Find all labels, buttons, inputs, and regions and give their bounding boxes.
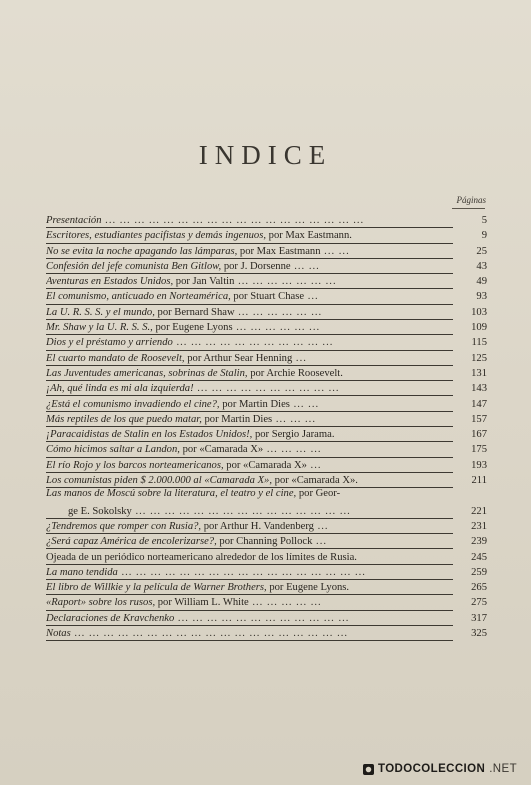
toc-entry-title xyxy=(46,552,453,565)
toc-entry-title-italic: Mr. Shaw y la U. R. S. S., xyxy=(46,322,153,334)
toc-entry-leader: ... xyxy=(306,459,322,471)
toc-entry-title xyxy=(46,475,453,488)
header-rule xyxy=(452,208,485,209)
toc-entry-leader: ... ... ... ... ... ... ... ... ... ... xyxy=(193,383,340,395)
toc-entry-title-italic: La mano tendida xyxy=(46,566,118,578)
toc-entry-author: por William L. White xyxy=(155,597,249,609)
toc-entry-title-italic: ¡Paracaidistas de Stalin en los Estados Unidos!, xyxy=(46,429,253,441)
toc-entry-page: 231 xyxy=(471,520,487,532)
toc-entry-page: 317 xyxy=(471,612,487,624)
toc-entry-page: 43 xyxy=(476,260,487,272)
toc-entry-title-italic: Las Juventudes americanas, sobrinas de Stalin, xyxy=(46,367,248,379)
toc-entry-author: por Archie Roosevelt. xyxy=(247,367,343,379)
table-of-contents xyxy=(46,213,487,641)
toc-entry xyxy=(46,473,487,488)
toc-entry-title xyxy=(46,368,453,381)
toc-entry-title xyxy=(46,337,453,350)
toc-entry-leader: ... ... ... ... ... ... ... ... ... ... ... ... xyxy=(174,612,350,624)
toc-entry-leader: ... ... ... ... ... ... xyxy=(234,306,323,318)
toc-entry-title xyxy=(46,488,453,500)
toc-entry xyxy=(46,595,487,610)
toc-entry-title-italic: ¿Tendremos que romper con Rusia?, xyxy=(46,520,202,532)
toc-entry-title xyxy=(46,399,453,412)
toc-entry-title xyxy=(46,276,453,289)
toc-entry xyxy=(46,534,487,549)
toc-entry-page: 221 xyxy=(471,505,487,517)
toc-entry-title xyxy=(46,230,453,243)
toc-entry xyxy=(46,320,487,335)
toc-entry-page: 245 xyxy=(471,551,487,563)
toc-entry xyxy=(46,228,487,243)
toc-entry-page: 115 xyxy=(471,337,487,349)
toc-entry-leader: ... xyxy=(304,291,319,303)
toc-entry-title xyxy=(46,414,453,427)
watermark xyxy=(363,763,517,775)
toc-entry-leader: ... ... ... ... ... ... ... ... ... ... ... ... ... ... ... xyxy=(131,505,351,517)
toc-entry xyxy=(46,504,487,519)
toc-entry-title-italic: Declaraciones de Kravchenko xyxy=(46,612,175,624)
toc-entry xyxy=(46,381,487,396)
toc-entry-title-italic: Notas xyxy=(46,628,71,640)
toc-entry-title xyxy=(46,429,453,442)
toc-entry-author: por Sergio Jarama. xyxy=(252,429,335,441)
toc-entry-title xyxy=(46,521,453,534)
toc-entry-author: por Stuart Chase xyxy=(230,291,305,303)
toc-entry-title-italic: Los comunistas piden $ 2.000.000 al «Camarada X», xyxy=(46,475,273,487)
toc-entry-page: 131 xyxy=(471,367,487,379)
toc-entry xyxy=(46,335,487,350)
pages-column-header: Páginas xyxy=(456,195,486,205)
toc-entry xyxy=(46,397,487,412)
toc-entry-page: 259 xyxy=(471,566,487,578)
toc-entry-title-italic: ¿Está el comunismo invadiendo el cine?, xyxy=(46,398,220,410)
toc-entry-page: 5 xyxy=(481,215,487,226)
toc-entry-title-italic: El río Rojo y los barcos norteamericanos, xyxy=(46,459,224,471)
toc-entry-author: por J. Dorsenne xyxy=(221,260,291,272)
toc-entry-title xyxy=(46,444,453,457)
toc-entry-leader: ... ... xyxy=(289,398,320,410)
toc-entry-author: por Eugene Lyons xyxy=(152,322,233,334)
toc-entry-leader: ... ... ... ... ... ... ... ... ... ... ... ... ... ... ... ... ... xyxy=(117,566,366,578)
toc-entry xyxy=(46,289,487,304)
toc-entry xyxy=(46,550,487,565)
toc-entry-title xyxy=(46,353,453,366)
toc-entry-author: por Channing Pollock xyxy=(216,536,313,548)
toc-entry-author: por Martin Dies xyxy=(219,398,290,410)
toc-entry-title-italic: El comunismo, anticuado en Norteamérica, xyxy=(46,291,231,303)
toc-entry-page: 125 xyxy=(471,352,487,364)
toc-entry-leader: ... ... ... ... ... ... ... ... ... ... ... ... ... ... ... ... ... ... xyxy=(101,215,365,226)
toc-entry-page: 275 xyxy=(471,597,487,609)
toc-entry-page: 325 xyxy=(471,628,487,640)
toc-entry-leader: ... ... ... ... ... ... ... xyxy=(234,276,337,288)
toc-entry-title xyxy=(46,628,453,641)
toc-entry-title xyxy=(46,597,453,610)
toc-entry-title xyxy=(46,291,453,304)
toc-entry-page: 49 xyxy=(476,276,487,288)
toc-entry xyxy=(46,427,487,442)
toc-entry-page: 93 xyxy=(476,291,487,303)
toc-entry-page: 147 xyxy=(471,398,487,410)
toc-entry-title xyxy=(46,383,453,396)
toc-entry xyxy=(46,366,487,381)
page-title: INDICE xyxy=(198,140,333,170)
toc-entry-title-italic: La U. R. S. S. y el mundo, xyxy=(46,306,155,318)
watermark-name: TODOCOLECCION xyxy=(377,763,486,775)
toc-entry-title xyxy=(46,582,453,595)
toc-entry-title-italic: «Raport» sobre los rusos, xyxy=(46,597,156,609)
toc-entry-page: 143 xyxy=(471,383,487,395)
toc-entry-title-italic: ¡Ah, qué linda es mi ala izquierda! xyxy=(46,383,194,395)
toc-entry-title-italic: Presentación xyxy=(46,215,102,226)
toc-entry-author: por «Camarada X» xyxy=(179,444,264,456)
toc-entry-title-italic: Escritores, estudiantes pacifistas y demás ingenuos, xyxy=(46,230,266,242)
toc-entry-title-italic: Cómo hicimos saltar a Landon, xyxy=(46,444,180,456)
toc-entry-page: 25 xyxy=(476,245,487,257)
toc-entry-leader: ... xyxy=(313,520,329,532)
toc-entry xyxy=(46,458,487,473)
toc-entry xyxy=(46,412,487,427)
watermark-tld: .NET xyxy=(489,763,517,775)
toc-entry-title-italic: El cuarto mandato de Roosevelt, xyxy=(46,352,185,364)
toc-entry-title xyxy=(46,613,453,626)
toc-entry xyxy=(46,244,487,259)
toc-entry-author: por Max Eastmann xyxy=(237,245,321,257)
toc-entry xyxy=(46,305,487,320)
toc-entry-author: por Eugene Lyons. xyxy=(266,582,350,594)
toc-entry-author: ge E. Sokolsky xyxy=(68,505,132,517)
toc-entry-leader: ... ... ... ... ... ... xyxy=(232,322,321,334)
toc-entry-page: 157 xyxy=(471,413,487,425)
toc-entry-title xyxy=(46,246,453,259)
toc-entry-title-italic: El libro de Willkie y la película de Warner Brothers, xyxy=(46,582,267,594)
toc-entry-author: por Arthur H. Vandenberg xyxy=(201,520,314,532)
toc-entry-page: 9 xyxy=(481,230,487,242)
toc-entry-title-italic: Aventuras en Estados Unidos, xyxy=(46,276,174,288)
toc-entry-leader: ... ... ... ... ... xyxy=(248,597,322,609)
toc-entry-page: 103 xyxy=(471,306,487,318)
toc-entry-page: 109 xyxy=(471,322,487,334)
toc-entry xyxy=(46,626,487,641)
toc-entry-author: por Bernard Shaw xyxy=(154,306,235,318)
toc-entry xyxy=(46,442,487,457)
toc-entry xyxy=(46,259,487,274)
toc-entry-title-italic: No se evita la noche apagando las lámparas, xyxy=(46,245,238,257)
toc-entry-title xyxy=(46,460,453,473)
toc-entry-author: por Martin Dies xyxy=(201,413,273,425)
toc-entry xyxy=(46,580,487,595)
toc-entry-page: 265 xyxy=(471,582,487,594)
toc-entry-title-italic: ¿Será capaz América de encolerizarse?, xyxy=(46,536,217,548)
toc-entry-title-italic: Dios y el préstamo y arriendo xyxy=(46,337,173,349)
toc-entry-author: por Jan Valtin xyxy=(173,276,235,288)
toc-entry-author: por Max Eastmann. xyxy=(266,230,352,242)
toc-entry-leader: ... ... ... ... ... ... ... ... ... ... ... ... ... ... ... ... ... ... ... xyxy=(70,628,349,640)
toc-entry-author: por Arthur Sear Henning xyxy=(184,352,293,364)
toc-entry-title xyxy=(46,215,453,228)
toc-entry-title-italic: Más reptiles de los que puedo matar, xyxy=(46,413,202,425)
toc-entry-page: 211 xyxy=(471,475,487,487)
toc-entry-leader: ... ... ... xyxy=(272,413,316,425)
toc-entry-title xyxy=(46,536,453,549)
toc-entry xyxy=(46,274,487,289)
toc-entry-leader: ... ... xyxy=(290,260,320,272)
toc-entry-page: 239 xyxy=(471,536,487,548)
toc-entry xyxy=(46,519,487,534)
watermark-logo-icon xyxy=(363,764,374,775)
toc-entry-leader: ... xyxy=(312,536,327,548)
toc-entry xyxy=(46,488,487,503)
toc-entry-leader: ... xyxy=(292,352,307,364)
toc-entry-leader: ... ... xyxy=(320,245,350,257)
toc-entry-title-italic: Las manos de Moscú sobre la literatura, el teatro y el cine, xyxy=(46,488,297,500)
toc-entry-title xyxy=(46,261,453,274)
toc-entry-title-italic: Confesión del jefe comunista Ben Gitlow, xyxy=(46,260,222,272)
toc-entry-page: 193 xyxy=(471,459,487,471)
toc-entry-title xyxy=(46,322,453,335)
toc-entry-title xyxy=(46,307,453,320)
toc-entry-leader: ... ... ... ... xyxy=(263,444,322,456)
toc-entry-author: Ojeada de un periódico norteamericano alrededor de los límites de Rusia. xyxy=(46,551,357,563)
toc-entry-page: 167 xyxy=(471,429,487,441)
toc-entry-page: 175 xyxy=(471,444,487,456)
toc-entry-title xyxy=(46,567,453,580)
toc-entry xyxy=(46,213,487,228)
toc-entry-author: por «Camarada X» xyxy=(223,459,307,471)
toc-entry-author: por Geor- xyxy=(296,488,341,500)
toc-entry xyxy=(46,565,487,580)
toc-entry xyxy=(46,351,487,366)
toc-entry-leader: ... ... ... ... ... ... ... ... ... ... ... xyxy=(172,337,334,349)
toc-entry-title xyxy=(46,506,453,519)
toc-entry xyxy=(46,611,487,626)
toc-entry-author: por «Camarada X». xyxy=(272,475,358,487)
